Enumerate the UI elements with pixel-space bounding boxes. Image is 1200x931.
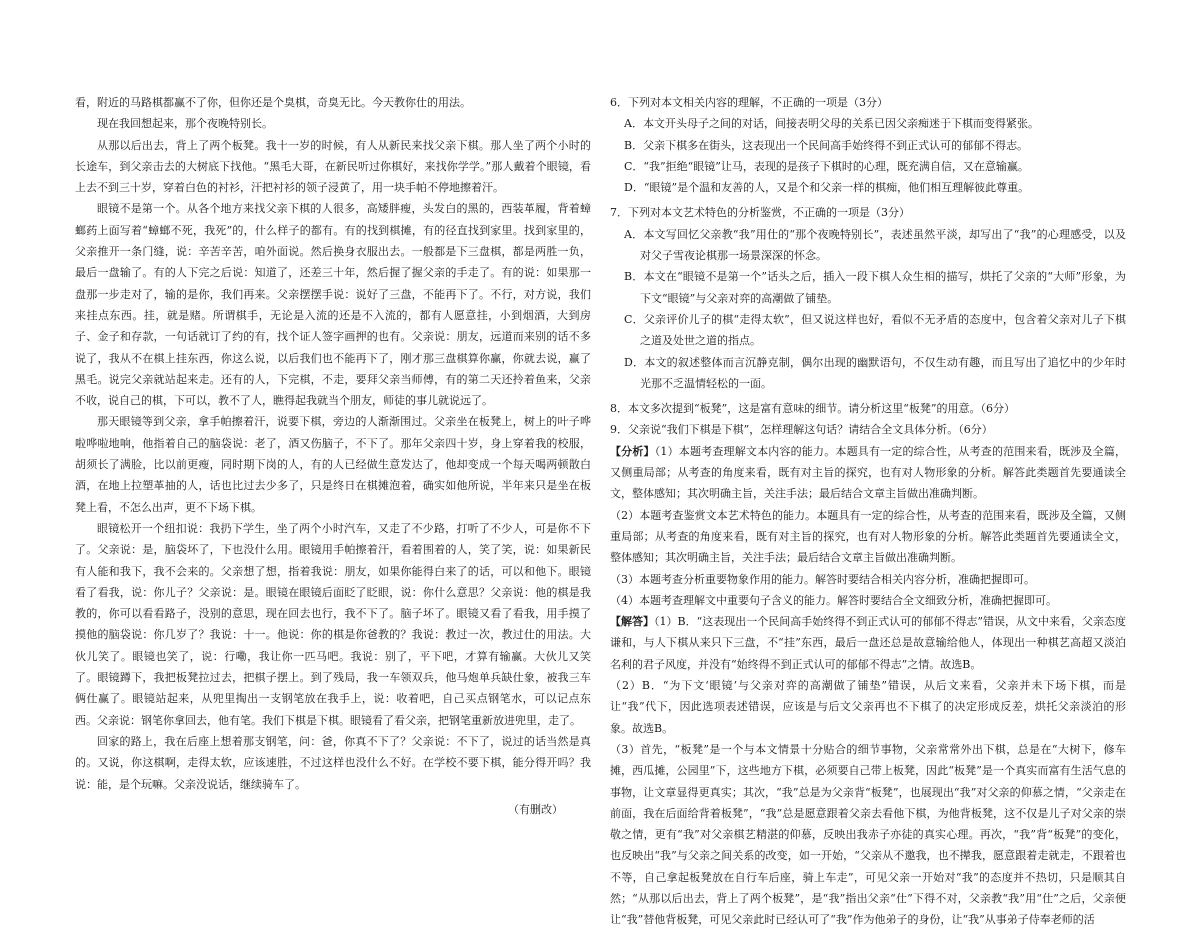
option-d: D．本文的叙述整体而言沉静克制，偶尔出现的幽默语句，不仅生动有趣，而且写出了追忆中的少年时光那不乏温情轻松的一面。 bbox=[624, 355, 1126, 390]
option-b: B．父亲下棋多在街头，这表现出一个民间高手始终得不到正式认可的郁郁不得志。 bbox=[624, 138, 1029, 152]
option-b: B．本文在“眼镜不是第一个”话头之后，插入一段下棋人众生相的描写，烘托了父亲的“大师”形象，为下文“眼镜”与父亲对弈的高潮做了铺垫。 bbox=[624, 270, 1126, 305]
answer-label: 【解答】 bbox=[610, 615, 655, 629]
analysis-section bbox=[610, 441, 1126, 611]
option-a: A．本文写回忆父亲教“我”用仕的“那个夜晚特别长”，表述虽然平淡，却写出了“我”的心理感受，以及对父子雪夜论棋那一场景深深的怀念。 bbox=[624, 227, 1126, 263]
question-6 bbox=[610, 92, 1126, 198]
question-stem: 7．下列对本文艺术特色的分析鉴赏，不正确的一项是（3分） bbox=[610, 206, 910, 220]
story-paragraph: 现在我回想起来，那个夜晚特别长。 bbox=[97, 117, 273, 131]
story-paragraph: 眼镜松开一个纽扣说：我扔下学生，坐了两个小时汽车，又走了不少路，打听了不少人，可是你不下了。父亲说：是，脑袋坏了，下也没什么用。眼镜用手帕擦着汗，看着围着的人，笑了笑，说：如果新民有人能和我下，我不会来的。父亲想了想，指着我说：朋友，如果你能得白来了的话，可以和他下。眼镜看了看我，说：你儿子？父亲说：是。眼镜在眼镜后面眨了眨眼，说：你什么意思？父亲说：他的棋是我教的，你可以看看路子，没别的意思，现在回去也行，我不下了。脑子坏了。眼镜又看了看我，用手摸了摸他的脑袋说：你几岁了？我说：十一。他说：你的棋是你爸教的？我说：教过一次，教过仕的用法。大伙儿笑了。眼镜也笑了，说：行嘞，我让你一匹马吧。我说：别了，平下吧，才算有输赢。大伙儿又笑了。眼镜蹲下，我把板凳拉过去，把棋子摆上。到了残局，我一车领双兵，他马炮单兵缺仕象，被我三车俩仕赢了。眼镜站起来，从兜里掏出一支钢笔放在我手上，说：收着吧，自己买点钢笔水，可以记点东西。父亲说：钢笔你拿回去，他有笔。我们下棋是下棋。眼镜看了看父亲，把钢笔重新放进兜里，走了。 bbox=[75, 521, 591, 727]
story-paragraph: 那天眼镜等到父亲，拿手帕擦着汗，说要下棋，旁边的人渐渐围过。父亲坐在板凳上，树上的叶子哗啦哗啦地响，他指着自己的脑袋说：老了，酒又伤脑子，不下了。那年父亲四十岁，身上穿着我的校服，胡须长了满脸，比以前更瘦，同时期下岗的人，有的人已经做生意发达了，他却变成一个每天喝两顿散白酒，在地上拉塑革抽的人，话也比过去少多了，只是终日在棋摊泡着，确实如他所说，半年来只是坐在板凳上看，不怎么出声，更不下场下棋。 bbox=[75, 415, 591, 514]
answer-item: （2）B．“为下文‘眼镜’与父亲对弈的高潮做了铺垫”错误，从后文来看，父亲并未下场下棋，而是让“我”代下，因此选项表述错误，应该是与后文父亲再也不下棋了的决定形成反差，烘托父亲淡泊的形象。故选B。 bbox=[610, 679, 1126, 735]
source-note: （有删改） bbox=[508, 802, 563, 816]
answer-item: （1）B．“这表现出一个民间高手始终得不到正式认可的郁郁不得志”错误，从文中来看，父亲态度谦和，与人下棋从来只下三盘，不“挂”东西，最后一盘还总是故意输给他人，体现出一种棋艺高超又淡泊名利的君子风度，并没有“始终得不到正式认可的郁郁不得志”之情。故选B。 bbox=[610, 615, 1126, 671]
story-paragraph: 回家的路上，我在后座上想着那支钢笔，问：爸，你真不下了？父亲说：不下了，说过的话当然是真的。又说，你这棋啊，走得太软，应该速胜，不过这样也没什么不好。在学校不要下棋，能分得开吗？我说：能，是个玩嘛。父亲没说话，继续骑车了。 bbox=[75, 734, 591, 791]
option-a: A．本文开头母子之间的对话，间接表明父母的关系已因父亲痴迷于下棋而变得紧张。 bbox=[624, 117, 1039, 131]
question-8: 8．本文多次提到“板凳”，这是富有意味的细节。请分析这里“板凳”的用意。（6分） bbox=[610, 402, 1015, 416]
story-paragraph: 眼镜不是第一个。从各个地方来找父亲下棋的人很多，高矮胖瘦，头发白的黑的，西装革履，背着蟑螂药上面写着“蟑螂不死，我死”的，什么样子的都有。有的找到棋摊，有的径直找到家里。找到家里的，父亲推开一条门缝，说：辛苦辛苦，咱外面说。然后换身衣服出去。一般都是下三盘棋，都是两胜一负，最后一盘输了。有的人下完之后说：知道了，还差三十年，然后握了握父亲的手走了。有的说：如果那一盘那一步走对了，输的是你，我们再来。父亲摆摆手说：说好了三盘，不能再下了。不行，对方说，我们来挂点东西。挂，就是赌。所谓棋手，无论是入流的还是不入流的，都有人愿意挂，小到烟酒，大到房子、金子和存款，一句话就订了约的有，找个证人签字画押的也有。父亲说：朋友，远道而来别的话不多说了，我从不在棋上挂东西，你这么说，以后我们也不能再下了，刚才那三盘棋算你赢，你就去说，赢了黑毛。说完父亲就站起来走。还有的人，下完棋，不走，要拜父亲当师傅，有的第二天还拎着鱼来，父亲不收，说自己的棋，下可以，教不了人，瞧得起我就当个朋友，师徒的事儿就说远了。 bbox=[75, 202, 591, 408]
analysis-item: （1）本题考查理解文本内容的能力。本题具有一定的综合性，从考查的范围来看，既涉及全篇，又侧重局部；从考查的角度来看，既有对主旨的探究，也有对人物形象的分析。解答此类题首先要通读全文，整体感知；其次明确主旨，关注手法；最后结合文章主旨做出准确判断。 bbox=[610, 444, 1127, 501]
story-column bbox=[75, 92, 591, 820]
analysis-item: （4）本题考查理解文中重要句子含义的能力。解答时要结合全文细致分析，准确把握即可。 bbox=[610, 593, 1057, 607]
question-stem: 6．下列对本文相关内容的理解，不正确的一项是（3分） bbox=[610, 96, 888, 109]
question-7 bbox=[610, 202, 1126, 394]
story-paragraph: 从那以后出去，背上了两个板凳。我十一岁的时候，有人从新民来找父亲下棋。那人坐了两个小时的长途车，到父亲击去的大树底下找他。“黑毛大哥，在新民听过你棋好，来找你学学。”那人戴着个眼镜，看上去不到三十岁，穿着白色的衬衫，汗把衬衫的领子浸黄了，用一块手帕不停地擦着汗。 bbox=[75, 138, 591, 195]
answer-item: （3）首先，“板凳”是一个与本文情景十分贴合的细节事物，父亲常常外出下棋，总是在“大树下，修车摊，西瓜摊，公园里”下，这些地方下棋，必须要自己带上板凳，因此“板凳”是一个真实而富有生活气息的事物，让文章显得更真实；其次，“我”总是为父亲背“板凳”，也展现出“我”对父亲的仰慕之情，“父亲走在前面，我在后面给背着板凳”，“我”总是愿意跟着父亲去看他下棋，为他背板凳，这不仅是儿子对父亲的崇敬之情，更有“我”对父亲棋艺精湛的仰慕，反映出我赤子亦徒的真实心理。再次，“我”背“板凳”的变化，也反映出“我”与父亲之间关系的改变，如一开始，“父亲从不邀我，也不撵我，愿意跟着走就走，不跟着也不等，自己拿起板凳放在自行车后座，骑上车走”，可见父亲一开始对“我”的态度并不热切，只是顺其自然；“从那以后出去，背上了两个板凳”，是“我”指出父亲“仕”下得不对，父亲教“我”用“仕”之后，父亲便让“我”替他背板凳，可见父亲此时已经认可了“我”作为他弟子的身份，让“我”从事弟子侍奉老师的活 bbox=[610, 742, 1126, 927]
option-c: C．“我”拒绝“眼镜”让马，表现的是孩子下棋时的心理，既充满自信，又在意输赢。 bbox=[624, 159, 1029, 173]
question-9: 9．父亲说“我们下棋是下棋”，怎样理解这句话？请结合全文具体分析。（6分） bbox=[610, 423, 993, 437]
questions-column bbox=[610, 92, 1126, 931]
option-c: C．父亲评价儿子的棋“走得太软”，但又说这样也好，看似不无矛盾的态度中，包含着父亲对儿子下棋之道及处世之道的指点。 bbox=[624, 312, 1126, 348]
option-d: D．“眼镜”是个温和友善的人，又是个和父亲一样的棋痴，他们相互理解彼此尊重。 bbox=[624, 181, 1030, 195]
analysis-item: （2）本题考查鉴赏文本艺术特色的能力。本题具有一定的综合性，从考查的范围来看，既涉及全篇，又侧重局部；从考查的角度来看，既有对主旨的探究，也有对人物形象的分析。解答此类题首先要通读全文，整体感知；其次明确主旨，关注手法；最后结合文章主旨做出准确判断。 bbox=[610, 508, 1126, 565]
analysis-label: 【分析】 bbox=[610, 444, 655, 458]
answer-section bbox=[610, 611, 1126, 930]
analysis-item: （3）本题考查分析重要物象作用的能力。解答时要结合相关内容分析，准确把握即可。 bbox=[610, 572, 1035, 586]
story-paragraph: 看，附近的马路棋都赢不了你，但你还是个臭棋，奇臭无比。今天教你仕的用法。 bbox=[75, 96, 471, 109]
